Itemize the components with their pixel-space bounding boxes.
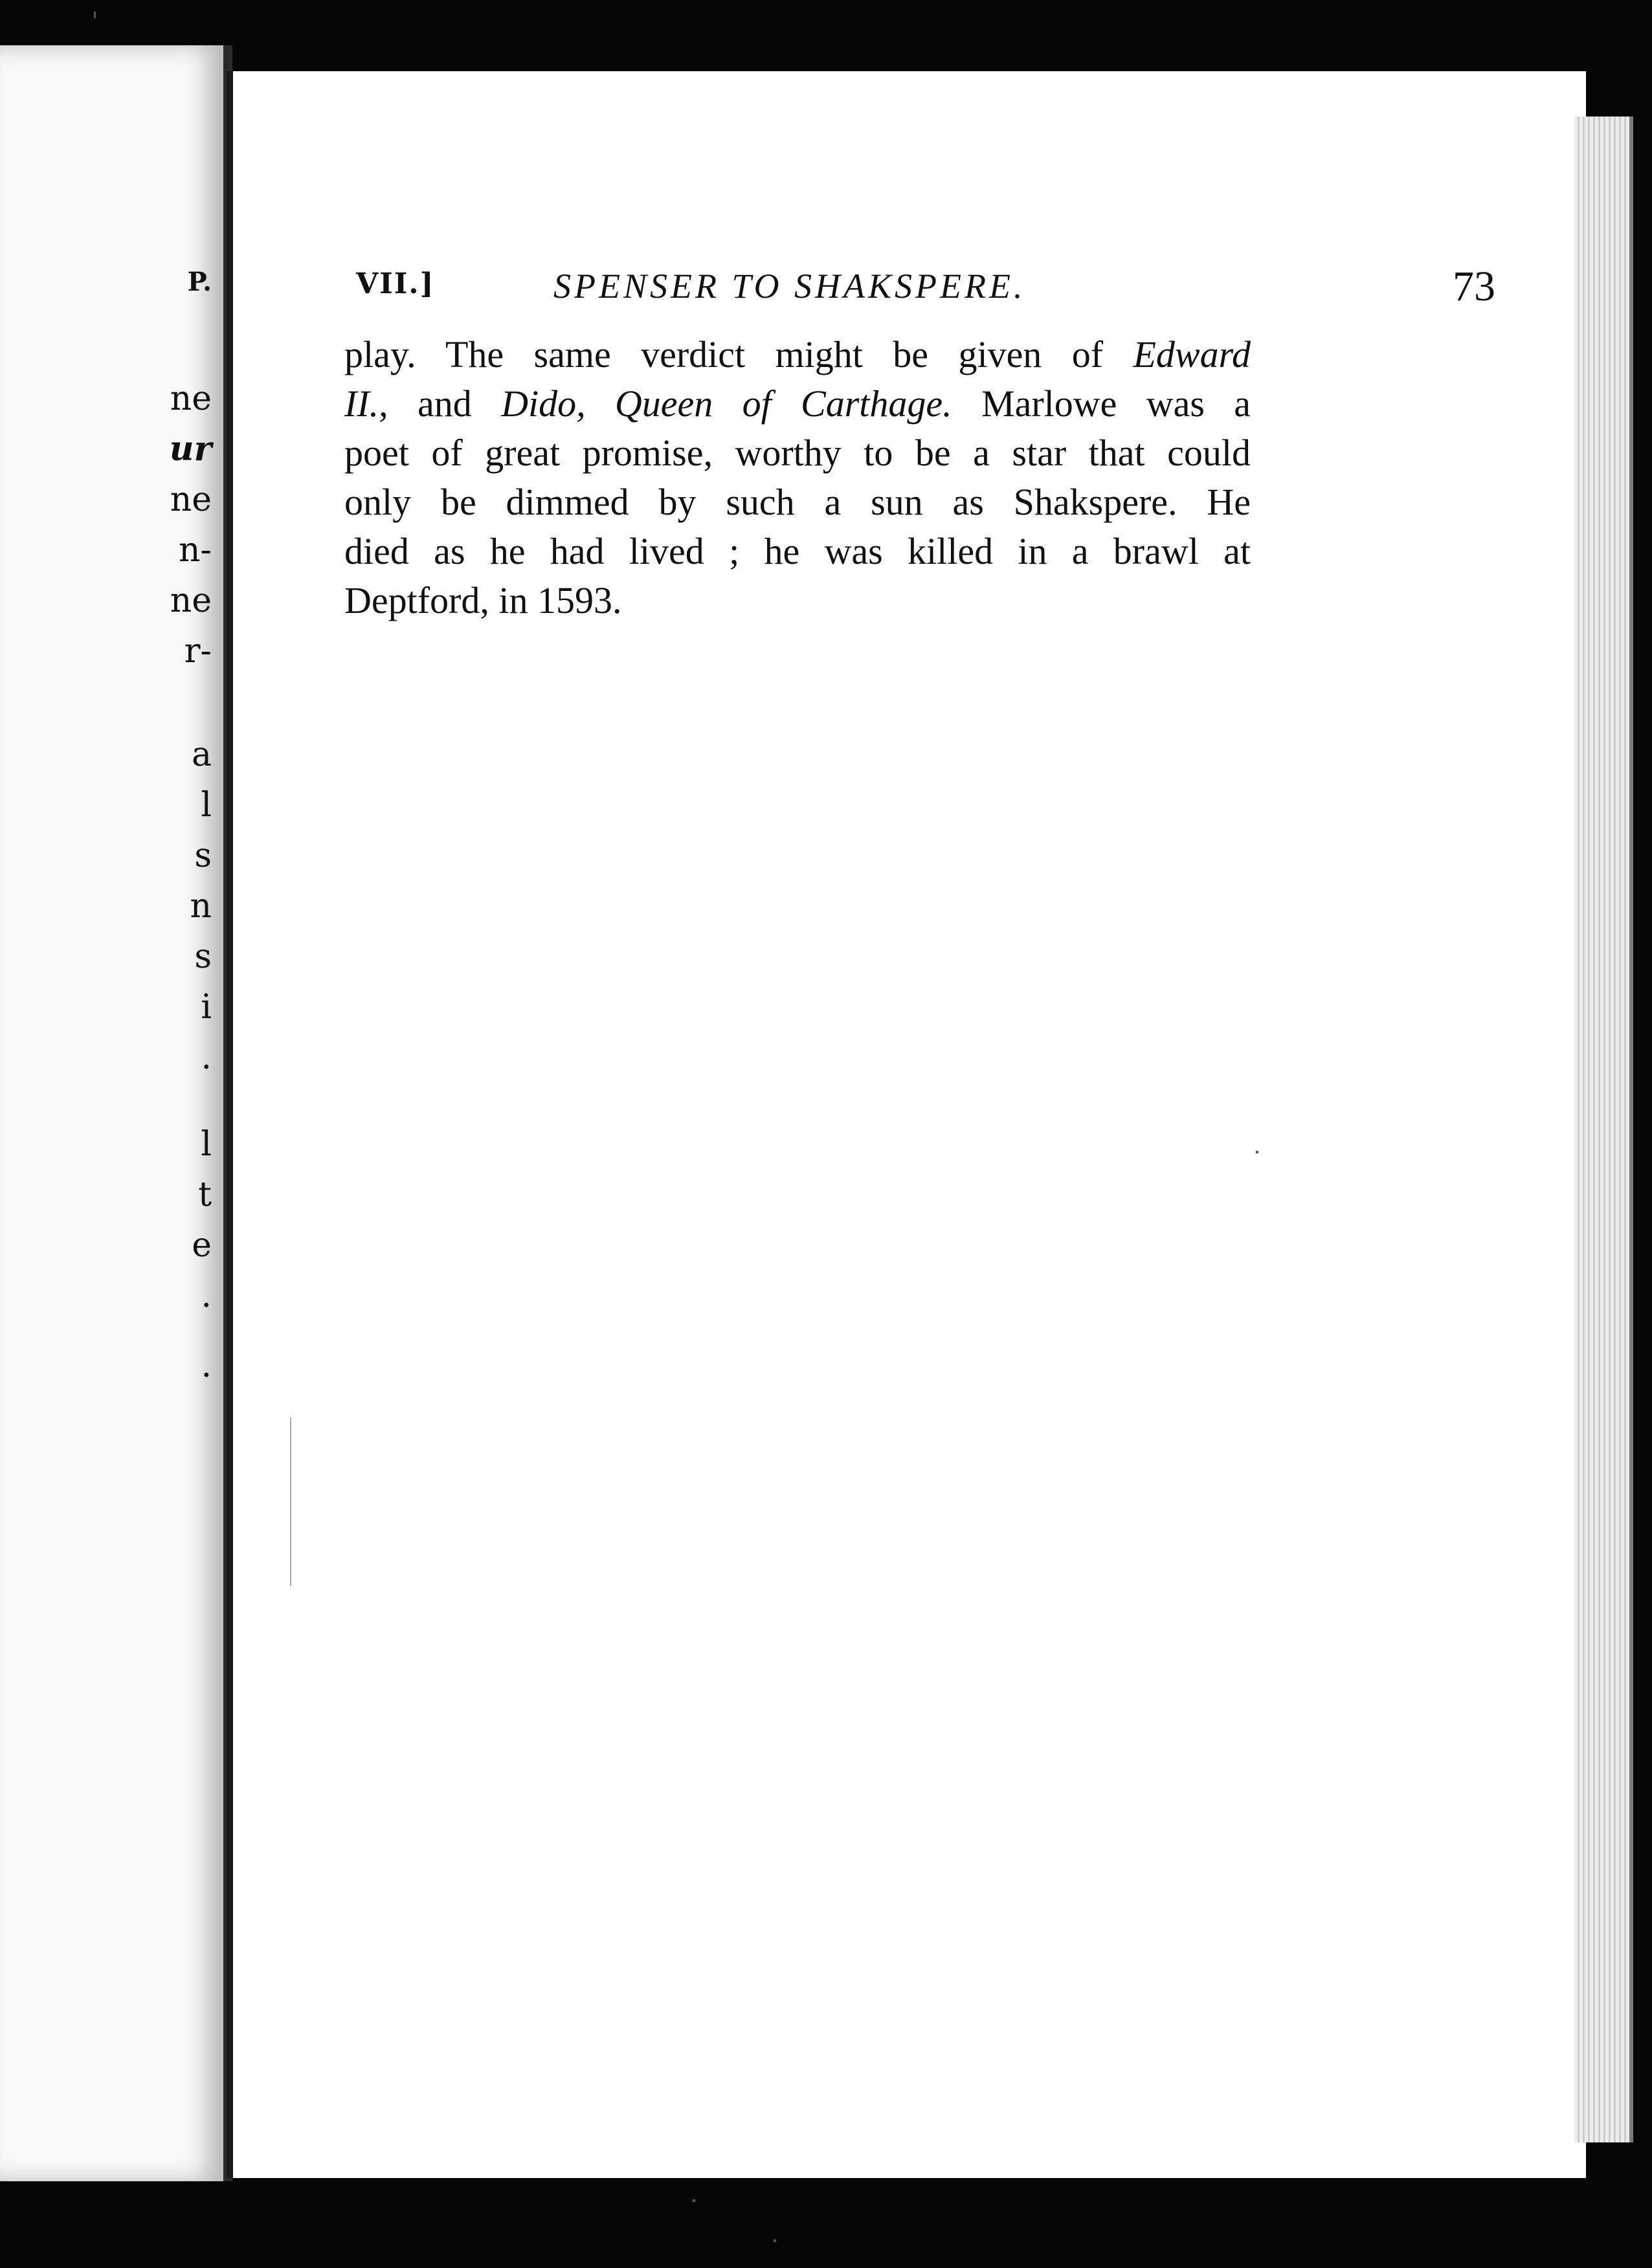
left-page-fragment: e xyxy=(192,1226,212,1265)
text-line: only be dimmed by such a sun as Shakspere. He xyxy=(344,481,1251,523)
left-page-fragment: l xyxy=(201,1125,212,1164)
text-line: died as he had lived ; he was killed in a brawl at xyxy=(344,530,1251,572)
right-page xyxy=(227,71,1586,2178)
scan-speck xyxy=(290,1418,291,1586)
text-run: play. The same verdict might be given of xyxy=(344,333,1104,375)
left-page-fragment: l xyxy=(201,786,212,825)
left-page-fragment: i xyxy=(201,988,212,1027)
text-line xyxy=(344,330,1251,379)
italic-title: Edward xyxy=(1133,333,1251,375)
running-title: SPENSER TO SHAKSPERE. xyxy=(553,267,1026,306)
left-page-fragment: s xyxy=(194,836,212,875)
chapter-marker: VII.] xyxy=(356,267,435,300)
left-page-fragment: ne xyxy=(170,379,212,418)
left-page-fragment: t xyxy=(198,1175,212,1214)
left-page-fragment: r- xyxy=(184,632,212,671)
text-line xyxy=(344,379,1251,428)
scan-speck xyxy=(1256,1151,1258,1153)
text-run: , and xyxy=(379,383,472,425)
left-page-fragment: ne xyxy=(170,581,212,620)
left-page xyxy=(0,45,232,2181)
italic-title: II. xyxy=(344,383,379,425)
page-number: 73 xyxy=(1453,263,1495,310)
left-page-fragment: n- xyxy=(178,531,212,570)
left-page-fragment: a xyxy=(191,735,212,774)
left-page-fragment: P. xyxy=(187,267,212,297)
text-run: Marlowe was a xyxy=(981,383,1251,425)
left-page-fragment: ne xyxy=(170,480,212,519)
left-page-fragment: s xyxy=(194,937,212,976)
left-page-fragment: . xyxy=(201,1346,212,1385)
left-page-fragment: . xyxy=(201,1038,212,1077)
scan-speck xyxy=(774,2240,776,2242)
body-paragraph xyxy=(344,330,1251,625)
left-page-fragment: n xyxy=(190,887,212,926)
italic-title: Dido, Queen of Carthage. xyxy=(501,383,952,425)
page-edges xyxy=(1574,117,1633,2142)
scan-speck xyxy=(94,12,96,18)
left-page-fragment: . xyxy=(201,1276,212,1315)
text-line: Deptford, in 1593. xyxy=(344,579,622,621)
running-head xyxy=(356,262,1495,314)
text-line: poet of great promise, worthy to be a star that could xyxy=(344,432,1251,474)
scan-speck xyxy=(693,2199,695,2202)
left-page-fragment: ur xyxy=(169,429,212,469)
